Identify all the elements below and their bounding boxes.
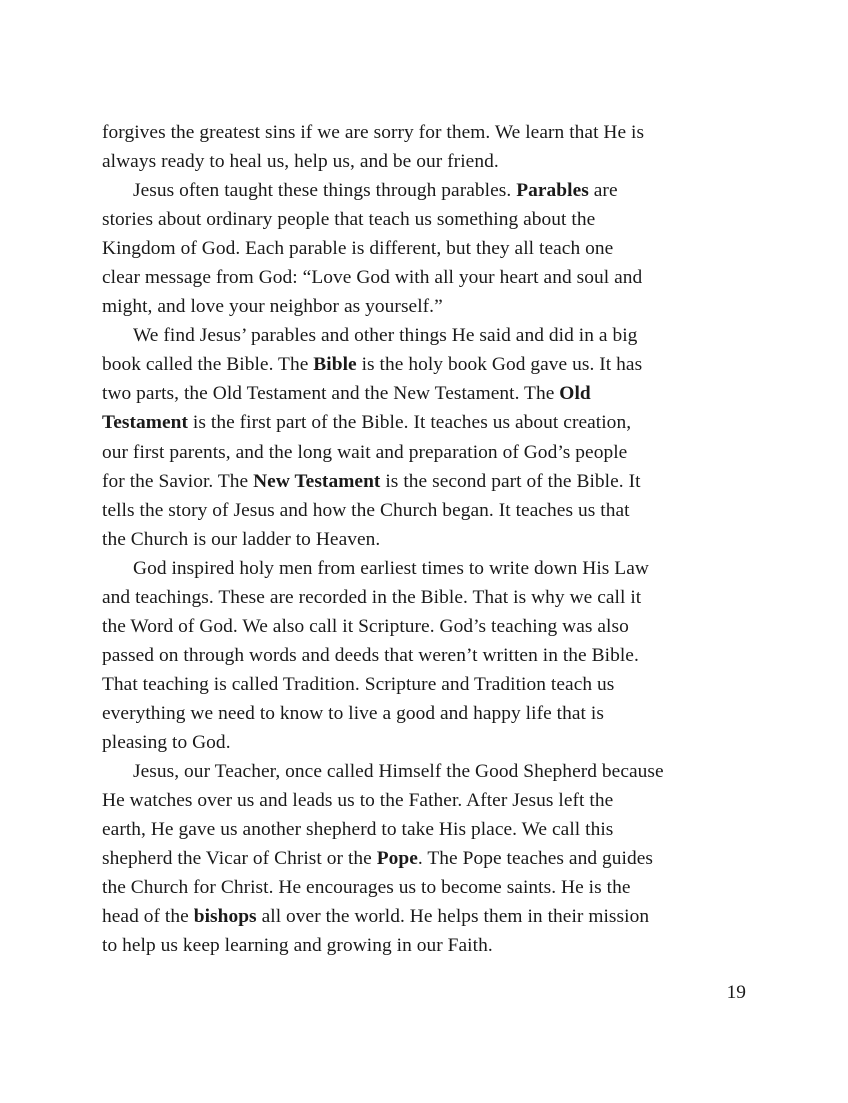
text-run: to help us keep learning and growing in our Faith. (102, 935, 493, 957)
text-run: the Church for Christ. He encourages us to become saints. He is the (102, 877, 631, 899)
text-run: Kingdom of God. Each parable is different, but they all teach one (102, 238, 614, 260)
text-line (102, 525, 746, 554)
text-run: book called the Bible. The (102, 354, 314, 376)
text-line (102, 873, 746, 902)
text-run: That teaching is called Tradition. Scripture and Tradition teach us (102, 673, 615, 695)
paragraph (102, 554, 746, 757)
text-line (102, 670, 746, 699)
text-run: Jesus, our Teacher, once called Himself the Good Shepherd because (133, 761, 664, 783)
text-run: shepherd the Vicar of Christ or the (102, 848, 377, 870)
text-run: pleasing to God. (102, 731, 231, 753)
text-line (102, 757, 746, 786)
text-line (102, 350, 746, 379)
text-run: forgives the greatest sins if we are sorry for them. We learn that He is (102, 122, 645, 143)
text-line (102, 902, 746, 931)
paragraph (102, 321, 746, 553)
text-line (102, 612, 746, 641)
bold-term: Bible (313, 354, 357, 376)
text-run: two parts, the Old Testament and the New Testament. The (102, 383, 560, 405)
text-run: stories about ordinary people that teach us something about the (102, 209, 596, 231)
text-line (102, 147, 746, 176)
text-run: is the holy book God gave us. It has (356, 354, 643, 376)
text-line (102, 321, 746, 350)
bold-term: Parables (516, 180, 589, 202)
text-line (102, 496, 746, 525)
paragraph (102, 176, 746, 321)
text-line (102, 699, 746, 728)
text-line (102, 931, 746, 960)
text-line (102, 815, 746, 844)
text-run: might, and love your neighbor as yourself.” (102, 296, 443, 318)
text-line (102, 438, 746, 467)
text-run: clear message from God: “Love God with all your heart and soul and (102, 267, 643, 289)
bold-term: Testament (102, 412, 188, 434)
text-line (102, 583, 746, 612)
text-line (102, 728, 746, 757)
text-run: He watches over us and leads us to the Father. After Jesus left the (102, 790, 614, 812)
text-run: are (588, 180, 618, 202)
text-run: . The Pope teaches and guides (417, 848, 653, 870)
text-line (102, 234, 746, 263)
text-line (102, 176, 746, 205)
text-run: always ready to heal us, help us, and be our friend. (102, 151, 499, 173)
bold-term: Old (559, 383, 591, 405)
text-line (102, 554, 746, 583)
text-line (102, 467, 746, 496)
text-line (102, 379, 746, 408)
bold-term: bishops (193, 906, 257, 928)
text-run: is the second part of the Bible. It (380, 470, 641, 492)
text-run: the Word of God. We also call it Scripture. God’s teaching was also (102, 615, 629, 637)
text-run: head of the (102, 906, 194, 928)
text-run: passed on through words and deeds that weren’t written in the Bible. (102, 644, 639, 666)
text-run: Jesus often taught these things through parables. (133, 180, 517, 202)
text-line (102, 118, 746, 147)
text-line (102, 263, 746, 292)
text-run: is the first part of the Bible. It teaches us about creation, (188, 412, 632, 434)
text-line (102, 408, 746, 437)
bold-term: New Testament (253, 470, 381, 492)
text-run: earth, He gave us another shepherd to take His place. We call this (102, 819, 614, 841)
text-line (102, 292, 746, 321)
body-text-block (102, 118, 746, 960)
text-run: tells the story of Jesus and how the Church began. It teaches us that (102, 499, 630, 521)
text-run: for the Savior. The (102, 470, 254, 492)
text-line (102, 641, 746, 670)
bold-term: Pope (376, 848, 418, 870)
text-run: all over the world. He helps them in their mission (256, 906, 650, 928)
text-line (102, 205, 746, 234)
text-run: the Church is our ladder to Heaven. (102, 528, 381, 550)
text-run: God inspired holy men from earliest times to write down His Law (133, 557, 649, 579)
text-run: our first parents, and the long wait and preparation of God’s people (102, 441, 628, 463)
paragraph (102, 118, 746, 176)
page-number: 19 (726, 982, 746, 1003)
text-run: everything we need to know to live a good and happy life that is (102, 702, 604, 724)
text-line (102, 786, 746, 815)
text-run: We find Jesus’ parables and other things He said and did in a big (133, 325, 638, 347)
text-run: and teachings. These are recorded in the Bible. That is why we call it (102, 586, 642, 608)
text-line (102, 844, 746, 873)
paragraph (102, 757, 746, 960)
